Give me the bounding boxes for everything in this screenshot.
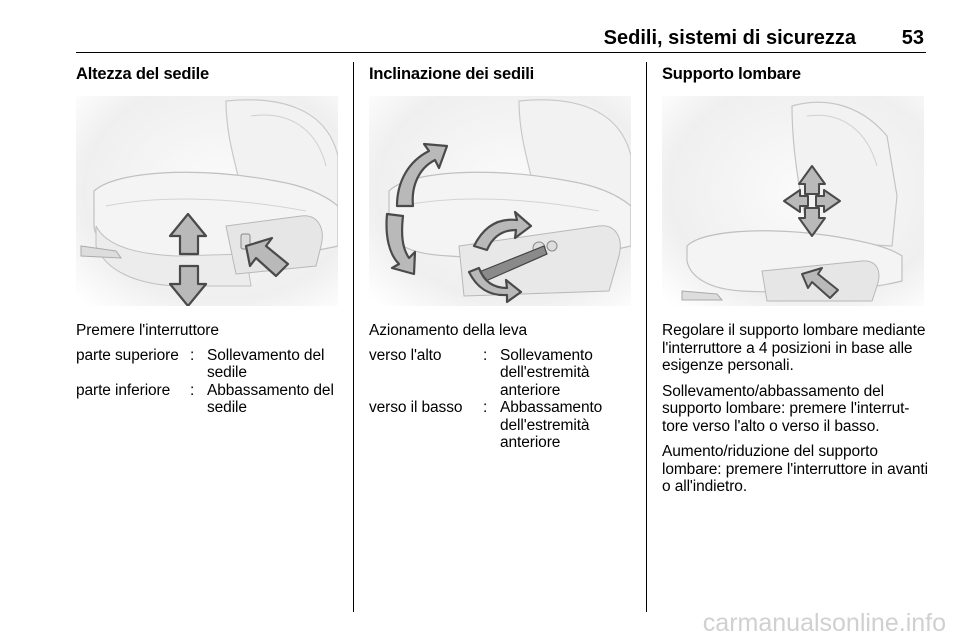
body-paragraph: Aumento/riduzione del supporto lombare: premere l'interruttore in avanti o all'indietro.: [662, 443, 928, 495]
action-list: [76, 347, 338, 417]
page-header: [76, 26, 926, 53]
body-paragraph: Regolare il supporto lombare mediante l'interruttore a 4 posizioni in base alle esigenze personali.: [662, 322, 926, 374]
action-description: Sollevamento dell'estremità anteriore: [500, 346, 593, 399]
action-description: Abbassamento del sedile: [207, 381, 334, 416]
section-heading: Altezza del sedile: [76, 65, 210, 83]
seat-tilt-lever-illustration: [369, 96, 631, 306]
action-separator: :: [483, 399, 488, 416]
section-heading: Supporto lombare: [662, 65, 801, 83]
action-separator: :: [483, 346, 488, 364]
column-divider: [353, 62, 354, 612]
seat-height-adjust-illustration: [76, 96, 338, 306]
action-term: parte superiore: [76, 346, 179, 364]
section-seat-tilt: [369, 62, 631, 452]
section-lumbar-support: [662, 62, 928, 504]
action-separator: :: [190, 381, 195, 399]
instruction-text: Azionamento della leva: [369, 322, 528, 339]
action-term: verso l'alto: [369, 346, 442, 364]
section-heading: Inclinazione dei sedili: [369, 65, 535, 83]
column-divider: [646, 62, 647, 612]
lumbar-support-illustration: [662, 96, 924, 306]
action-separator: :: [190, 346, 195, 364]
action-term: verso il basso: [369, 399, 463, 416]
page-number: 53: [901, 27, 924, 49]
section-seat-height: [76, 62, 338, 417]
instruction-text: Premere l'interruttore: [76, 322, 219, 339]
body-paragraph: Sollevamento/abbassamento del supporto lombare: premere l'interrut-tore verso l'alto o verso il basso.: [662, 382, 910, 435]
action-list: [369, 347, 631, 452]
chapter-title: Sedili, sistemi di sicurezza: [603, 27, 856, 49]
action-term: parte inferiore: [76, 381, 171, 399]
action-description: Sollevamento del sedile: [207, 346, 325, 381]
watermark: carmanualsonline.info: [702, 609, 946, 637]
action-description: Abbassamento dell'estremità anteriore: [500, 399, 603, 451]
